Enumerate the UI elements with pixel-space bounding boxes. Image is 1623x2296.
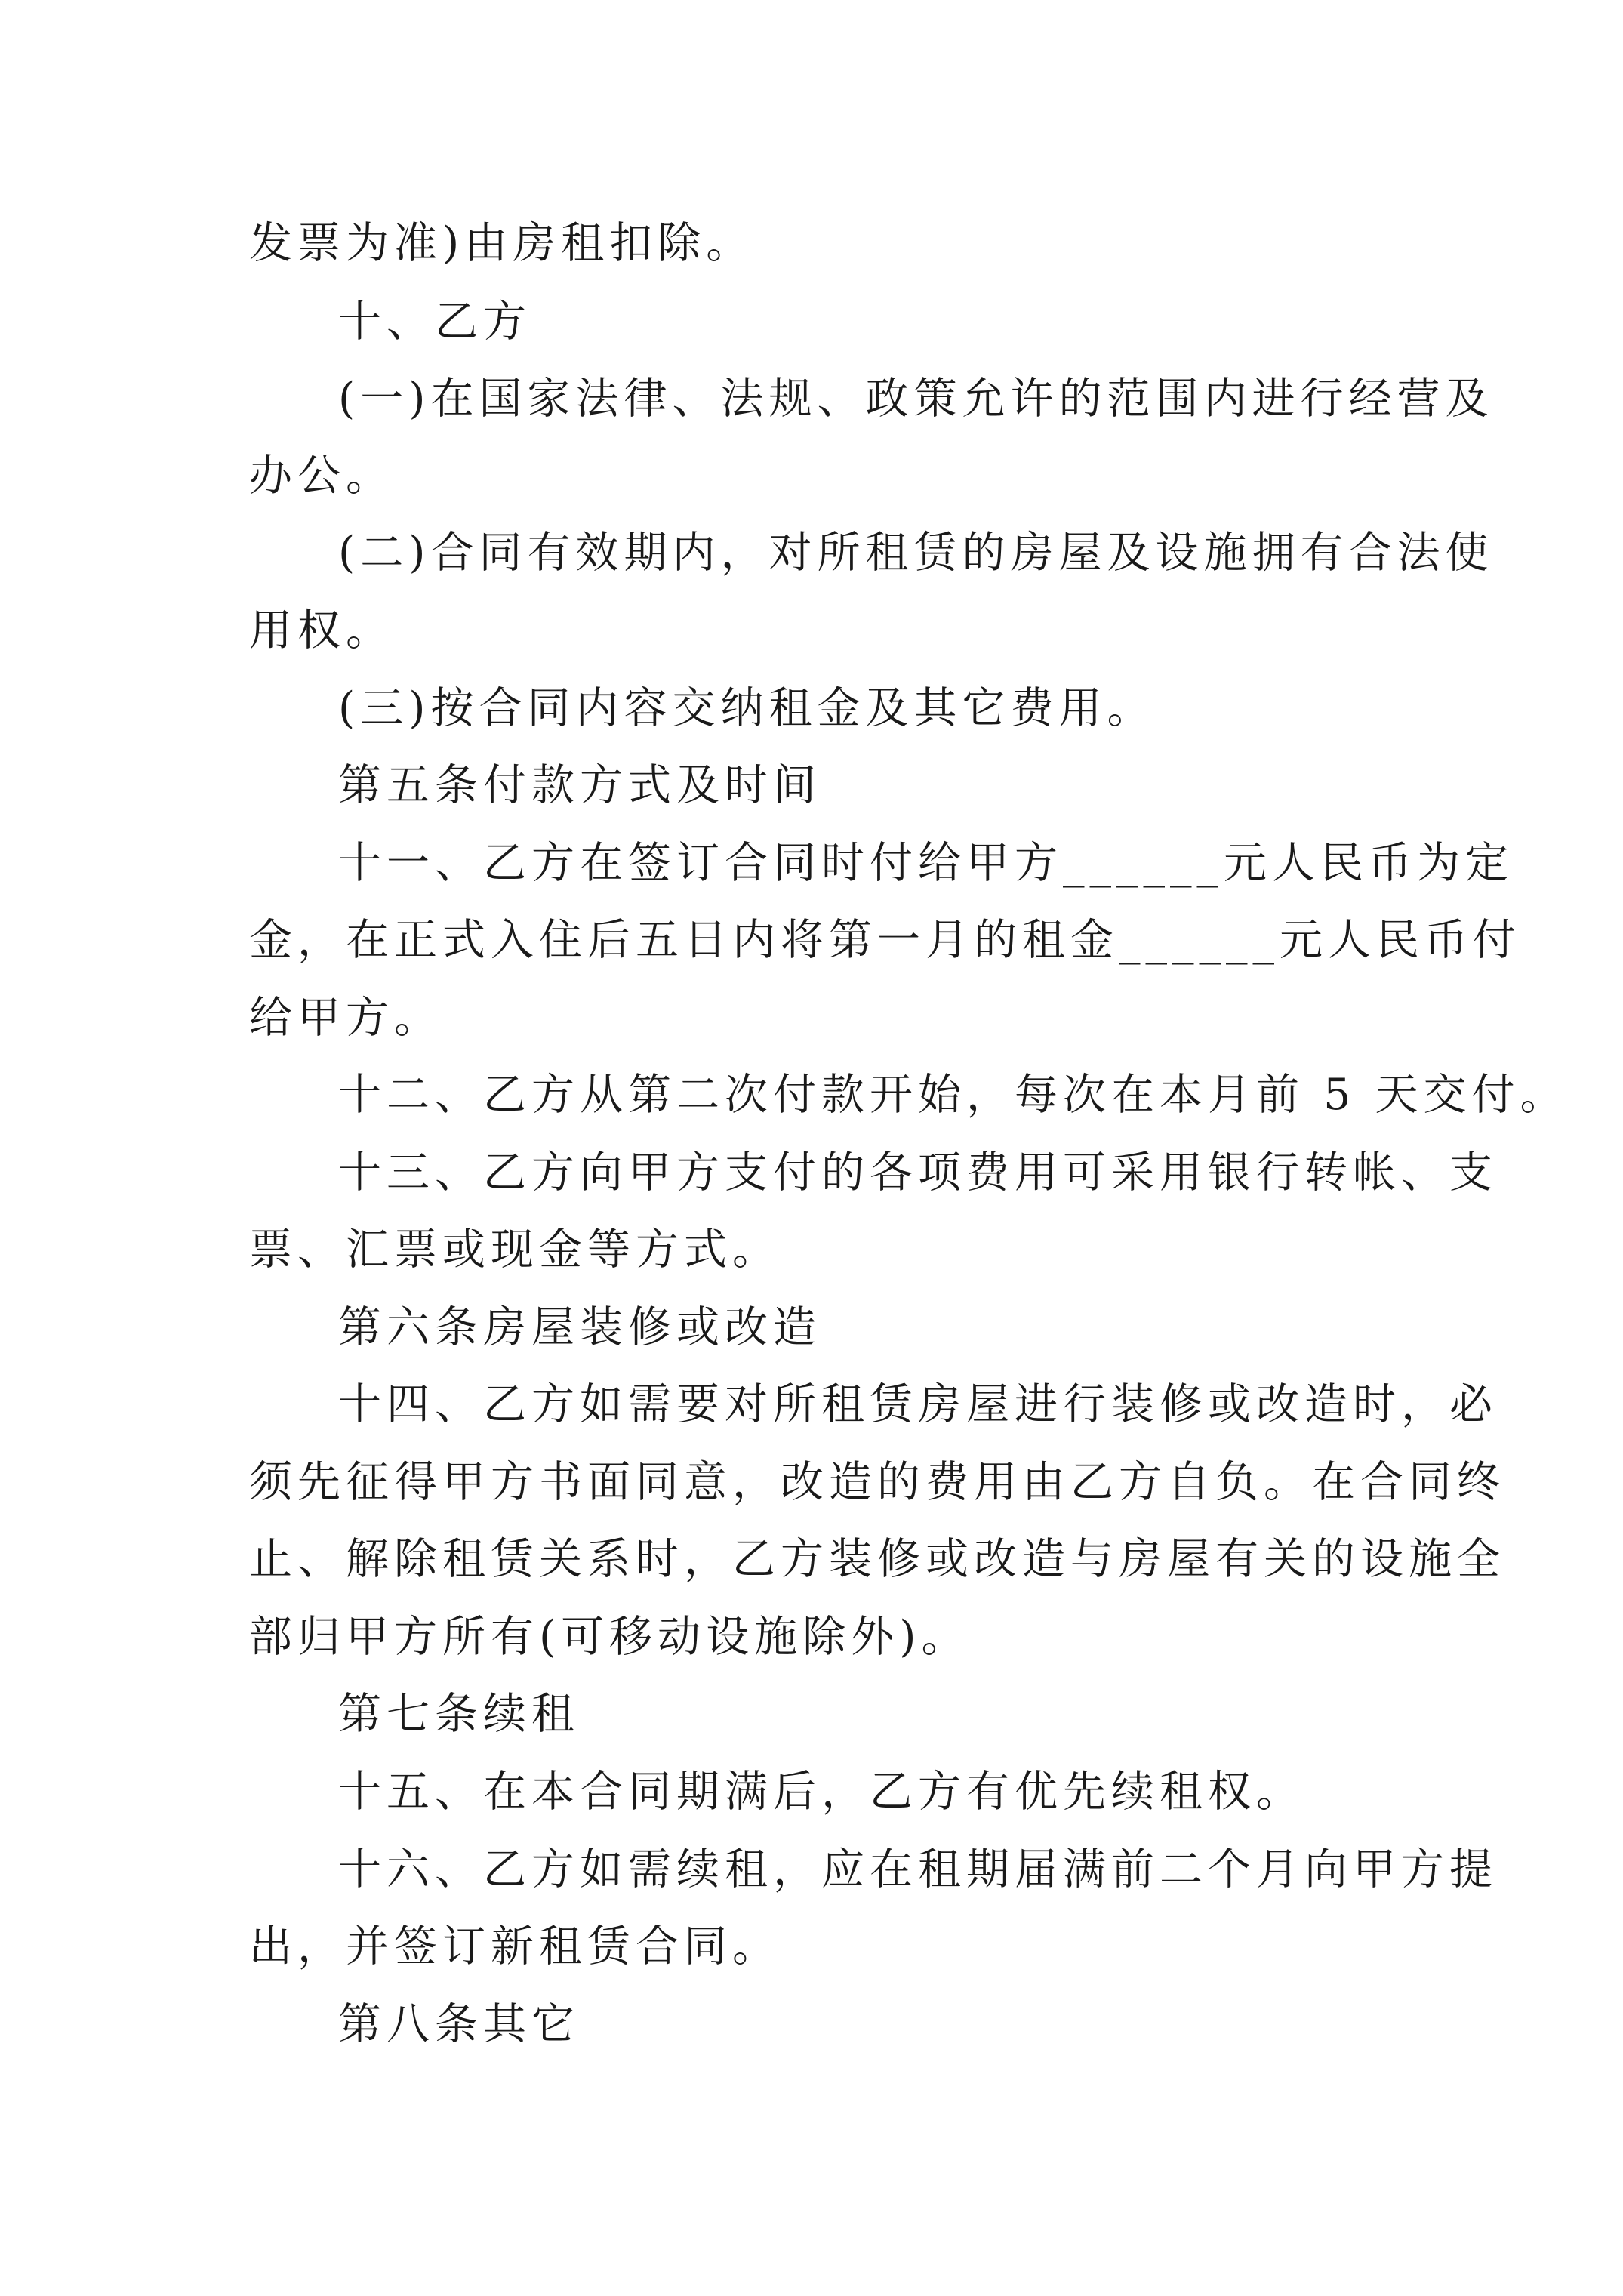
text-line: 出，并签订新租赁合同。 — [249, 1922, 781, 1971]
section-heading: 第六条房屋装修或改造 — [338, 1302, 821, 1352]
document-page — [249, 0, 1569, 2296]
text-line: 办公。 — [249, 451, 394, 501]
section-heading: 第五条付款方式及时间 — [338, 760, 821, 810]
section-heading: 第八条其它 — [338, 1999, 580, 2049]
text-line: 十三、乙方向甲方支付的各项费用可采用银行转帐、支 — [338, 1148, 1498, 1197]
text-line: 用权。 — [249, 606, 394, 655]
text-line: 须先征得甲方书面同意，改造的费用由乙方自负。在合同终 — [249, 1457, 1505, 1507]
text-line: 发票为准)由房租扣除。 — [249, 218, 755, 268]
text-line: 十六、乙方如需续租，应在租期届满前二个月向甲方提 — [338, 1845, 1498, 1894]
text-line: 十五、在本合同期满后，乙方有优先续租权。 — [338, 1767, 1304, 1817]
section-heading: 第七条续租 — [338, 1689, 580, 1739]
text-line: 给甲方。 — [249, 993, 442, 1043]
text-line: 部归甲方所有(可移动设施除外)。 — [249, 1612, 970, 1662]
text-line: 止、解除租赁关系时，乙方装修或改造与房屋有关的设施全 — [249, 1534, 1505, 1584]
text-line: 十四、乙方如需要对所租赁房屋进行装修或改造时，必 — [338, 1379, 1498, 1429]
text-line: (三)按合同内容交纳租金及其它费用。 — [338, 683, 1156, 733]
text-line: (二)合同有效期内，对所租赁的房屋及设施拥有合法使 — [338, 528, 1494, 578]
text-line: 票、汇票或现金等方式。 — [249, 1225, 781, 1274]
text-line: 金，在正式入住后五日内将第一月的租金______元人民币付 — [249, 915, 1521, 965]
text-line: (一)在国家法律、法规、政策允许的范围内进行经营及 — [338, 374, 1494, 424]
text-line: 十一、乙方在签订合同时付给甲方______元人民币为定 — [338, 838, 1514, 888]
text-line: 十、乙方 — [338, 297, 531, 347]
text-line: 十二、乙方从第二次付款开始，每次在本月前 5 天交付。 — [338, 1070, 1569, 1120]
